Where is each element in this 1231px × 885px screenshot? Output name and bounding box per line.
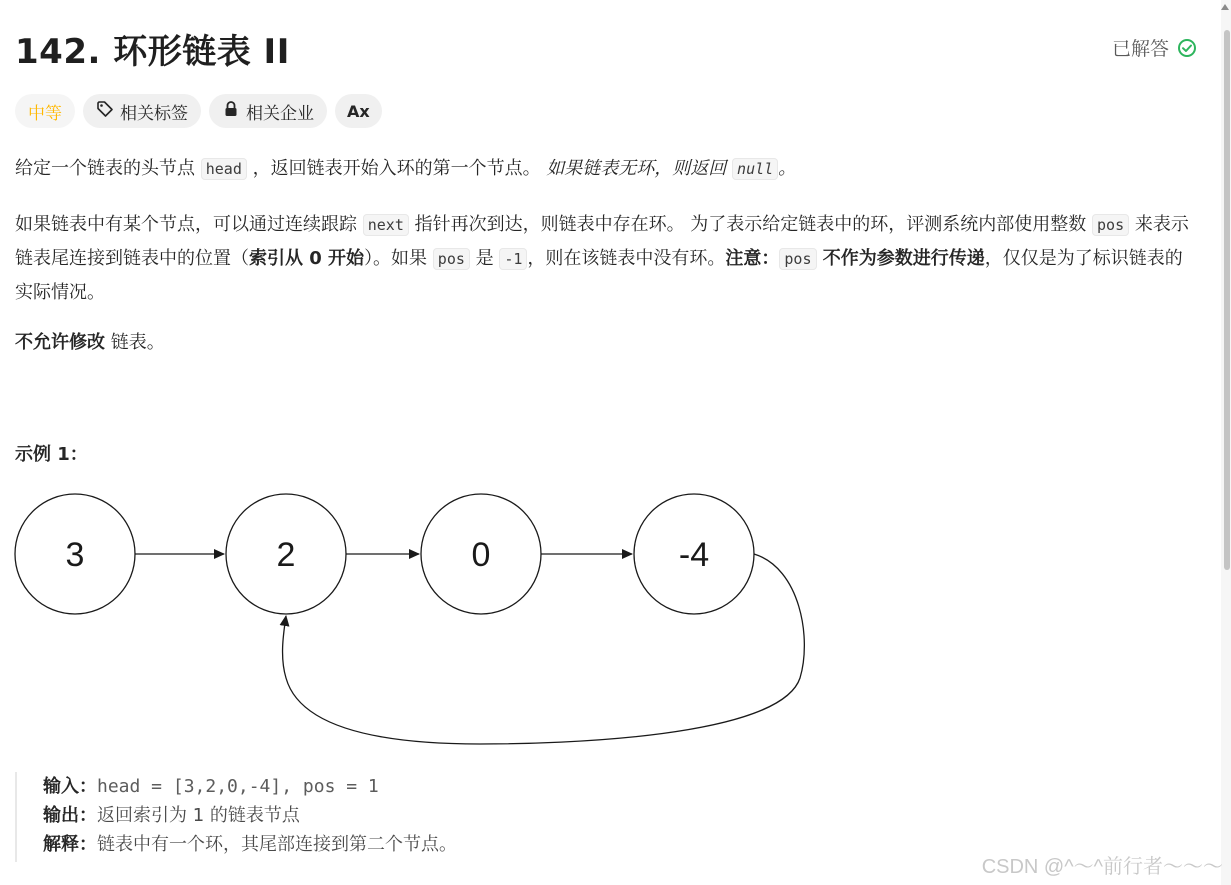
node-circle: [226, 494, 346, 614]
solved-label: 已解答: [1111, 38, 1169, 60]
explanation-label: 解释：: [43, 834, 97, 855]
output-label: 输出：: [43, 805, 97, 826]
translate-button[interactable]: [335, 94, 382, 128]
text: 来表示链表尾连接到链表中的位置（: [15, 214, 1189, 269]
node-label: -4: [678, 536, 710, 574]
solved-status: [1112, 34, 1197, 61]
text: 链表。: [105, 332, 165, 353]
output-value: 返回索引为 1 的链表节点: [97, 805, 300, 826]
text: ，仅仅是为了标识链表的实际情况。: [15, 248, 1183, 303]
text: 指针再次到达，则链表中存在环。 为了表示给定链表中的环，评测系统内部使用整数: [408, 214, 1093, 235]
related-topics-label: 相关标签: [120, 103, 188, 124]
linked-list-diagram: [0, 488, 830, 758]
example-title: 示例 1：: [15, 444, 88, 465]
check-circle-icon: [1177, 38, 1197, 58]
emphasis-text: 。: [778, 158, 797, 179]
lock-icon: [222, 100, 240, 123]
text: 是: [469, 248, 500, 269]
description-paragraph-1: [15, 152, 1195, 186]
input-value: head = [3,2,0,-4], pos = 1: [97, 776, 379, 797]
example-explanation-line: [43, 830, 915, 859]
input-label: 输入：: [43, 776, 97, 797]
vertical-scrollbar[interactable]: [1221, 0, 1231, 885]
inline-code: -1: [499, 248, 527, 270]
tag-icon: [96, 100, 114, 123]
node-circle: [421, 494, 541, 614]
node-circle: [634, 494, 754, 614]
tag-bar: [15, 94, 382, 128]
example-input-line: [43, 772, 915, 801]
related-companies-label: 相关企业: [246, 103, 314, 124]
problem-title: 142. 环形链表 II: [15, 32, 290, 72]
node-circle: [15, 494, 135, 614]
description-paragraph-3: [15, 326, 1195, 360]
difficulty-label: 中等: [28, 103, 62, 124]
bold-text: 注意：: [725, 248, 780, 269]
description-paragraph-2: [15, 208, 1195, 310]
related-topics-button[interactable]: [83, 94, 201, 128]
bold-text: 索引从 0 开始: [249, 248, 365, 269]
node-label: 0: [471, 536, 491, 574]
inline-code: pos: [779, 248, 816, 270]
text: 如果链表中有某个节点，可以通过连续跟踪: [15, 214, 363, 235]
node-label: 3: [65, 536, 85, 574]
emphasis-text: 如果链表无环，则返回: [546, 158, 733, 179]
inline-code: pos: [433, 248, 470, 270]
inline-code: head: [201, 158, 247, 180]
inline-code: next: [363, 214, 409, 236]
example-io-block: [15, 772, 915, 862]
inline-code: null: [732, 158, 778, 180]
scrollbar-thumb[interactable]: [1224, 30, 1230, 570]
text: 给定一个链表的头节点: [15, 158, 201, 179]
difficulty-badge: [15, 94, 75, 128]
bold-text: 不作为参数进行传递: [816, 248, 985, 269]
inline-code: pos: [1092, 214, 1129, 236]
bold-text: 不允许修改: [15, 332, 105, 353]
example-output-line: [43, 801, 915, 830]
explanation-value: 链表中有一个环，其尾部连接到第二个节点。: [97, 834, 457, 855]
translate-icon: Ax: [347, 101, 370, 121]
text: ，则在该链表中没有环。: [527, 248, 726, 269]
node-label: 2: [276, 536, 296, 574]
watermark: CSDN @^～^前行者～～～: [981, 856, 1223, 878]
related-companies-button[interactable]: [209, 94, 327, 128]
scroll-up-arrow-icon[interactable]: [1221, 4, 1229, 10]
text: ）。如果: [364, 248, 433, 269]
text: ，返回链表开始入环的第一个节点。: [246, 158, 547, 179]
